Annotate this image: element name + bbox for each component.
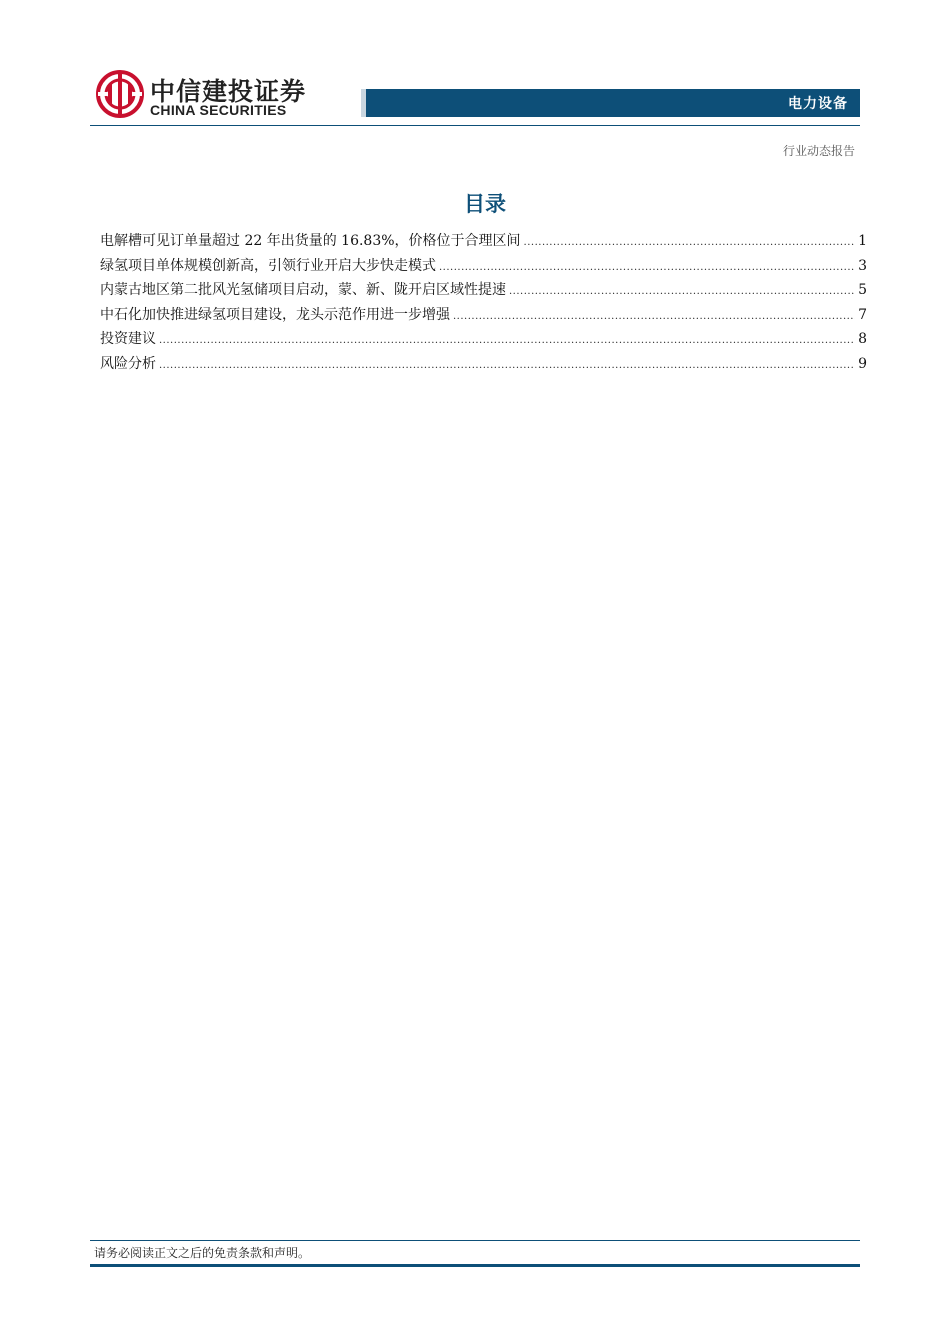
toc-page-number: 9 (858, 355, 867, 372)
citic-logo-icon (96, 70, 144, 118)
toc-leader-dots (509, 286, 855, 297)
toc-entry-text: 绿氢项目单体规模创新高，引领行业开启大步快走模式 (100, 257, 436, 274)
toc-entry-text: 投资建议 (100, 331, 156, 347)
logo-english-name: CHINA SECURITIES (150, 102, 287, 118)
toc-entry[interactable] (100, 328, 867, 353)
toc-entry[interactable] (100, 279, 867, 304)
header-divider (90, 125, 860, 126)
footer-divider-bottom (90, 1264, 860, 1267)
industry-category: 电力设备 (788, 96, 848, 112)
toc-entry-text: 内蒙古地区第二批风光氢储项目启动，蒙、新、陇开启区域性提速 (100, 282, 506, 298)
toc-leader-dots (524, 237, 856, 248)
toc-page-number: 5 (858, 282, 867, 298)
toc-entry-text: 电解槽可见订单量超过 22 年出货量的 16.83%，价格位于合理区间 (100, 233, 521, 249)
toc-entry-text: 中石化加快推进绿氢项目建设，龙头示范作用进一步增强 (100, 306, 450, 323)
company-logo (96, 70, 316, 124)
footer-disclaimer: 请务必阅读正文之后的免责条款和声明。 (94, 1246, 311, 1260)
toc-entry[interactable] (100, 255, 867, 280)
toc-entry-text: 风险分析 (100, 355, 156, 372)
toc-leader-dots (159, 360, 855, 371)
header-category-bar (361, 89, 860, 117)
toc-title: 目录 (464, 192, 506, 216)
table-of-contents (100, 230, 867, 377)
toc-leader-dots (439, 262, 855, 273)
footer-divider-top (90, 1240, 860, 1241)
toc-page-number: 1 (858, 233, 867, 249)
report-type-label: 行业动态报告 (782, 144, 855, 158)
toc-entry[interactable] (100, 353, 867, 378)
toc-page-number: 3 (858, 257, 867, 274)
toc-entry[interactable] (100, 230, 867, 255)
toc-page-number: 8 (858, 331, 867, 347)
toc-page-number: 7 (858, 306, 867, 323)
logo-chinese-name: 中信建投证券 (150, 77, 307, 106)
toc-leader-dots (159, 335, 855, 346)
toc-leader-dots (453, 311, 855, 322)
toc-entry[interactable] (100, 304, 867, 329)
